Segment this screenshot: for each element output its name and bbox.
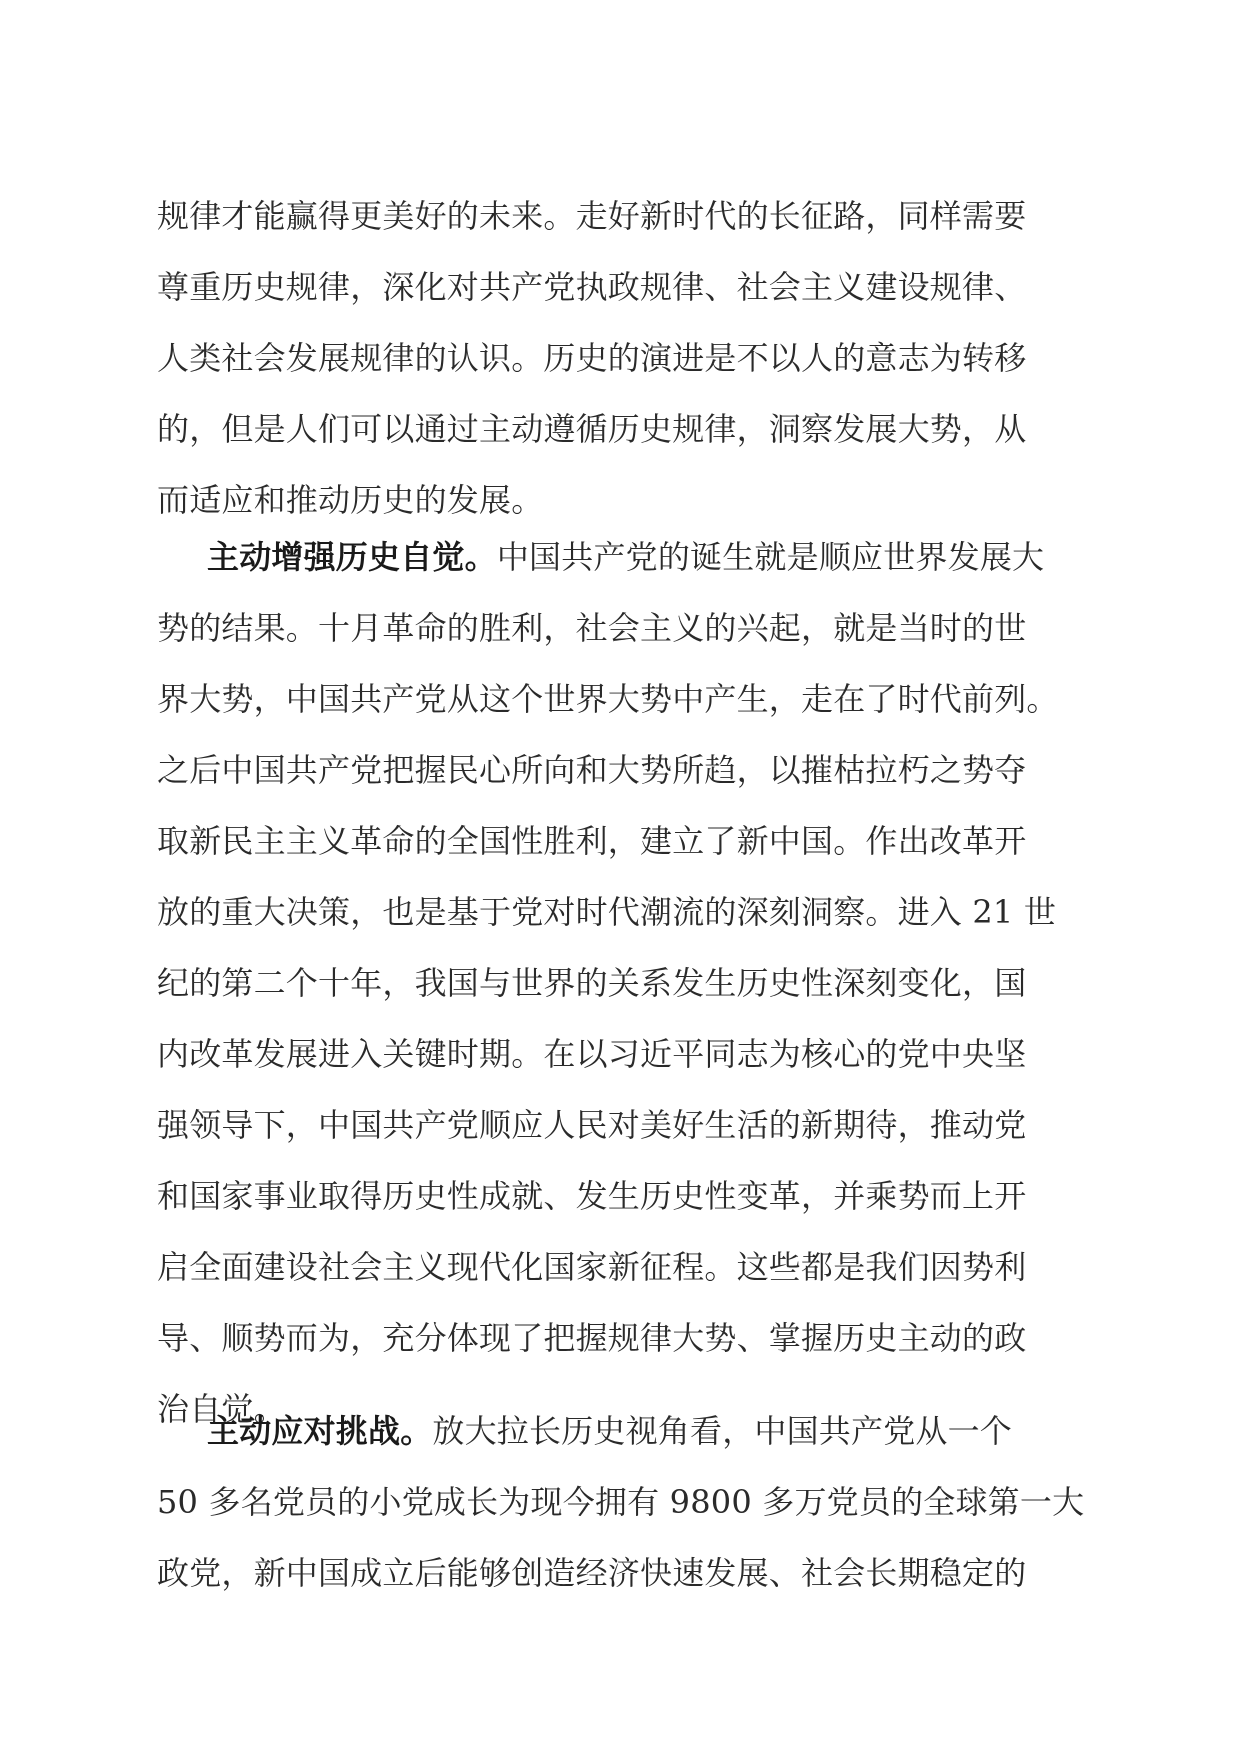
paragraph-line: 人类社会发展规律的认识。历史的演进是不以人的意志为转移 [157,339,1027,377]
paragraph-line: 纪的第二个十年，我国与世界的关系发生历史性深刻变化，国 [157,964,1027,1002]
paragraph-first-line [157,1413,1087,1449]
paragraph-line: 内改革发展进入关键时期。在以习近平同志为核心的党中央坚 [157,1035,1027,1073]
paragraph-line: 强领导下，中国共产党顺应人民对美好生活的新期待，推动党 [157,1106,1027,1144]
paragraph-line: 导、顺势而为，充分体现了把握规律大势、掌握历史主动的政 [157,1319,1027,1357]
paragraph-line: 50 多名党员的小党成长为现今拥有 9800 多万党员的全球第一大 [157,1483,1085,1521]
paragraph-line: 之后中国共产党把握民心所向和大势所趋，以摧枯拉朽之势夺 [157,751,1027,789]
paragraph-first-line-text: 中国共产党的诞生就是顺应世界发展大 [496,538,1045,576]
paragraph-line: 和国家事业取得历史性成就、发生历史性变革，并乘势而上开 [157,1177,1027,1215]
paragraph-line: 的，但是人们可以通过主动遵循历史规律，洞察发展大势，从 [157,410,1027,448]
paragraph-first-line [157,539,1087,575]
paragraph-3 [157,1413,1087,1626]
paragraph-line: 放的重大决策，也是基于党对时代潮流的深刻洞察。进入 21 世 [157,893,1057,931]
paragraph-line: 势的结果。十月革命的胜利，社会主义的兴起，就是当时的世 [157,609,1027,647]
paragraph-line: 政党，新中国成立后能够创造经济快速发展、社会长期稳定的 [157,1554,1027,1592]
paragraph-line: 规律才能赢得更美好的未来。走好新时代的长征路，同样需要 [157,197,1027,235]
paragraph-lead-heading: 主动增强历史自觉。 [207,538,497,576]
paragraph-lead-heading: 主动应对挑战。 [207,1412,433,1450]
paragraph-line: 界大势，中国共产党从这个世界大势中产生，走在了时代前列。 [157,680,1059,718]
paragraph-line: 而适应和推动历史的发展。 [157,481,544,519]
paragraph-first-line-text: 放大拉长历史视角看，中国共产党从一个 [432,1412,1013,1450]
paragraph-2 [157,539,1087,1462]
paragraph-1 [157,198,1087,553]
paragraph-line: 启全面建设社会主义现代化国家新征程。这些都是我们因势利 [157,1248,1027,1286]
paragraph-line: 治自觉。 [157,1390,286,1428]
paragraph-line: 尊重历史规律，深化对共产党执政规律、社会主义建设规律、 [157,268,1027,306]
paragraph-line: 取新民主主义革命的全国性胜利，建立了新中国。作出改革开 [157,822,1027,860]
